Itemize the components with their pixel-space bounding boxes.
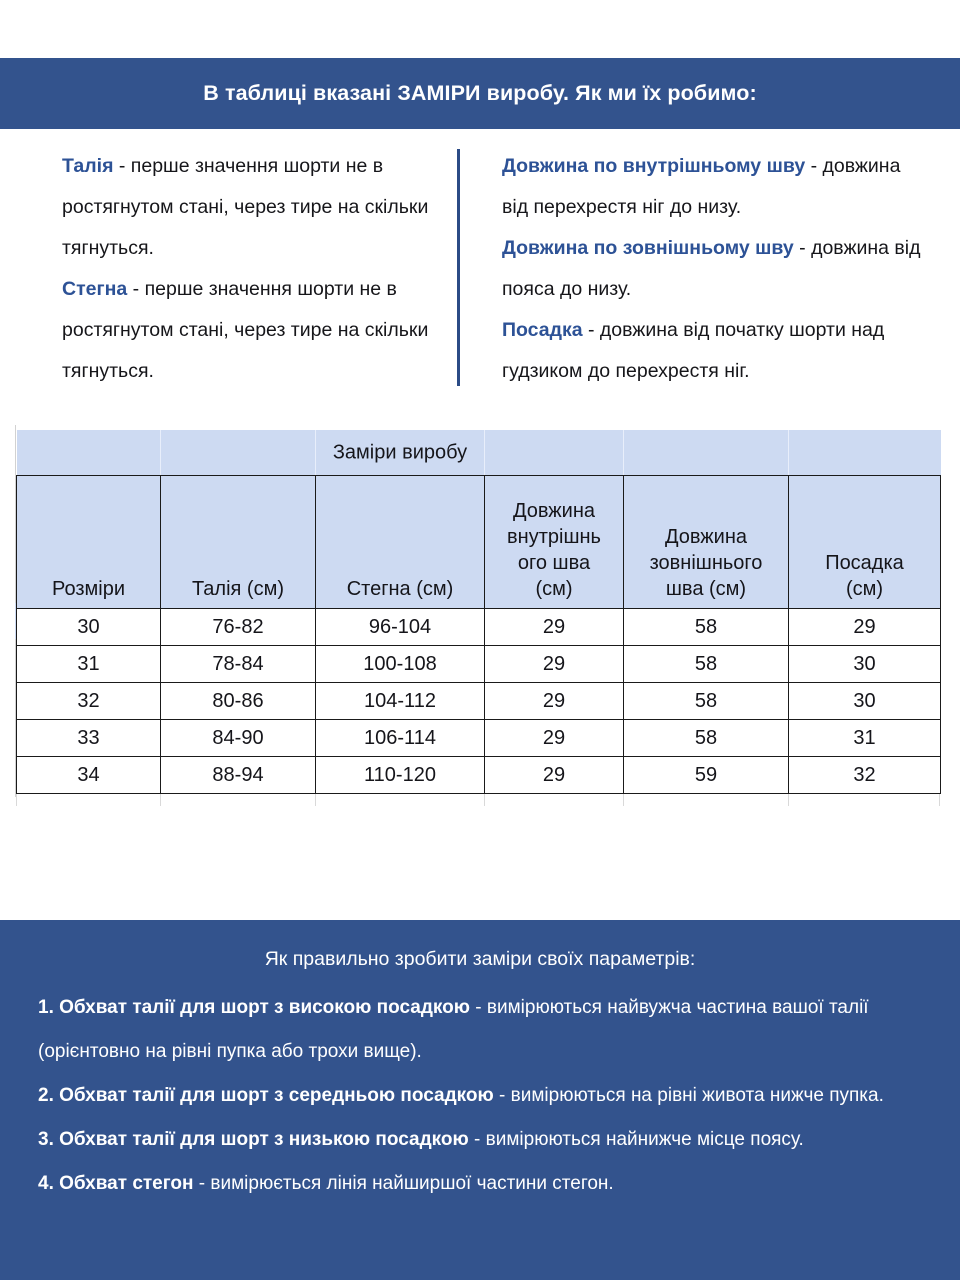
grid-stub (484, 794, 485, 806)
explanation-item (502, 146, 926, 228)
instruction-item (38, 986, 922, 1074)
cell-hips: 100-108 (316, 646, 485, 683)
table-row (17, 757, 941, 794)
grid-stub (939, 794, 940, 806)
cell-size: 33 (17, 720, 161, 757)
explanations-left-column (62, 146, 444, 392)
column-header-sizes (17, 476, 161, 609)
header-line: Талія (см) (191, 578, 284, 600)
explanation-item (62, 269, 444, 392)
header-line: (см) (535, 578, 573, 600)
instruction-item (38, 1162, 922, 1206)
cell-size: 31 (17, 646, 161, 683)
explanation-term: Талія (62, 155, 114, 177)
instruction-text: - вимірюються на рівні живота нижче пупка. (493, 1085, 884, 1106)
cell-rise: 32 (789, 757, 941, 794)
explanation-text: - довжина від перехрестя ніг до низу. (502, 155, 901, 218)
instruction-key: 2. Обхват талії для шорт з середньою посадкою (38, 1085, 494, 1106)
grid-stub (315, 794, 316, 806)
table-row (17, 609, 941, 646)
cell-rise: 29 (789, 609, 941, 646)
instructions-intro: Як правильно зробити заміри своїх параметрів: (264, 948, 696, 970)
explanation-text: - довжина від початку шорти над гудзиком до перехрестя ніг. (502, 319, 885, 382)
cell-hips: 106-114 (316, 720, 485, 757)
bottom-instructions-band (0, 920, 960, 1280)
top-header-band (0, 58, 960, 129)
explanations-section (0, 146, 960, 396)
cell-hips: 104-112 (316, 683, 485, 720)
header-line: Посадка (825, 552, 904, 574)
cell-waist: 76-82 (161, 609, 316, 646)
instruction-key: 1. Обхват талії для шорт з високою посадкою (38, 997, 471, 1018)
instruction-item (38, 1118, 922, 1162)
cell-inseam: 29 (485, 609, 624, 646)
cell-inseam: 29 (485, 720, 624, 757)
header-line: шва (см) (665, 578, 747, 600)
header-line: Розміри (51, 578, 126, 600)
column-divider (457, 149, 460, 386)
banner-cell (789, 431, 941, 476)
banner-cell (17, 431, 161, 476)
header-line: (см) (845, 578, 884, 600)
instruction-text: - вимірюється лінія найширшої частини стегон. (193, 1173, 614, 1194)
cell-inseam: 29 (485, 757, 624, 794)
grid-stub (160, 794, 161, 806)
size-table-section (0, 425, 960, 800)
column-header-rise (789, 476, 941, 609)
cell-size: 34 (17, 757, 161, 794)
column-header-outseam (624, 476, 789, 609)
table-row (17, 683, 941, 720)
table-banner-row (17, 431, 941, 476)
grid-stub (623, 794, 624, 806)
explanation-item (62, 146, 444, 269)
cell-outseam: 58 (624, 683, 789, 720)
cell-hips: 110-120 (316, 757, 485, 794)
cell-size: 30 (17, 609, 161, 646)
size-table (16, 430, 941, 794)
banner-title-cell (316, 431, 485, 476)
cell-outseam: 58 (624, 646, 789, 683)
table-row (17, 646, 941, 683)
instruction-key: 4. Обхват стегон (38, 1173, 194, 1194)
cell-rise: 30 (789, 683, 941, 720)
grid-stub (16, 794, 17, 806)
cell-size: 32 (17, 683, 161, 720)
header-line: Довжина (664, 526, 747, 548)
explanation-text: - перше значення шорти не в ростягнутом стані, через тире на скільки тягнуться. (62, 278, 429, 382)
cell-hips: 96-104 (316, 609, 485, 646)
explanation-term: Довжина по внутрішньому шву (502, 155, 806, 177)
page-title: В таблиці вказані ЗАМІРИ виробу. Як ми їх робимо: (203, 81, 757, 105)
banner-cell (624, 431, 789, 476)
cell-inseam: 29 (485, 646, 624, 683)
explanations-right-column (502, 146, 926, 392)
explanation-item (502, 310, 926, 392)
header-line: зовнішнього (649, 552, 763, 574)
column-header-waist (161, 476, 316, 609)
explanation-term: Посадка (502, 319, 583, 341)
header-line: ого шва (517, 552, 591, 574)
explanation-text: - перше значення шорти не в ростягнутом стані, через тире на скільки тягнуться. (62, 155, 429, 259)
explanation-term: Довжина по зовнішньому шву (502, 237, 794, 259)
table-row (17, 720, 941, 757)
cell-waist: 78-84 (161, 646, 316, 683)
header-line: Стегна (см) (346, 578, 454, 600)
header-line: Довжина (512, 500, 595, 522)
banner-cell (161, 431, 316, 476)
instruction-text: - вимірюються найнижче місце поясу. (468, 1129, 804, 1150)
instruction-item (38, 1074, 922, 1118)
cell-waist: 84-90 (161, 720, 316, 757)
cell-waist: 88-94 (161, 757, 316, 794)
cell-outseam: 59 (624, 757, 789, 794)
cell-outseam: 58 (624, 720, 789, 757)
header-line: внутрішнь (507, 526, 601, 548)
column-header-inseam (485, 476, 624, 609)
grid-stub (788, 794, 789, 806)
cell-outseam: 58 (624, 609, 789, 646)
cell-waist: 80-86 (161, 683, 316, 720)
explanation-text: - довжина від пояса до низу. (502, 237, 921, 300)
instruction-key: 3. Обхват талії для шорт з низькою посадкою (38, 1129, 469, 1150)
explanation-item (502, 228, 926, 310)
banner-cell (485, 431, 624, 476)
instruction-text: - вимірюються найвужча частина вашої талії (орієнтовно на рівні пупка або трохи вище). (38, 997, 869, 1062)
table-header-row (17, 476, 941, 609)
table-banner-title: Заміри виробу (332, 441, 468, 464)
column-header-hips (316, 476, 485, 609)
cell-rise: 30 (789, 646, 941, 683)
cell-inseam: 29 (485, 683, 624, 720)
cell-rise: 31 (789, 720, 941, 757)
explanation-term: Стегна (62, 278, 128, 300)
